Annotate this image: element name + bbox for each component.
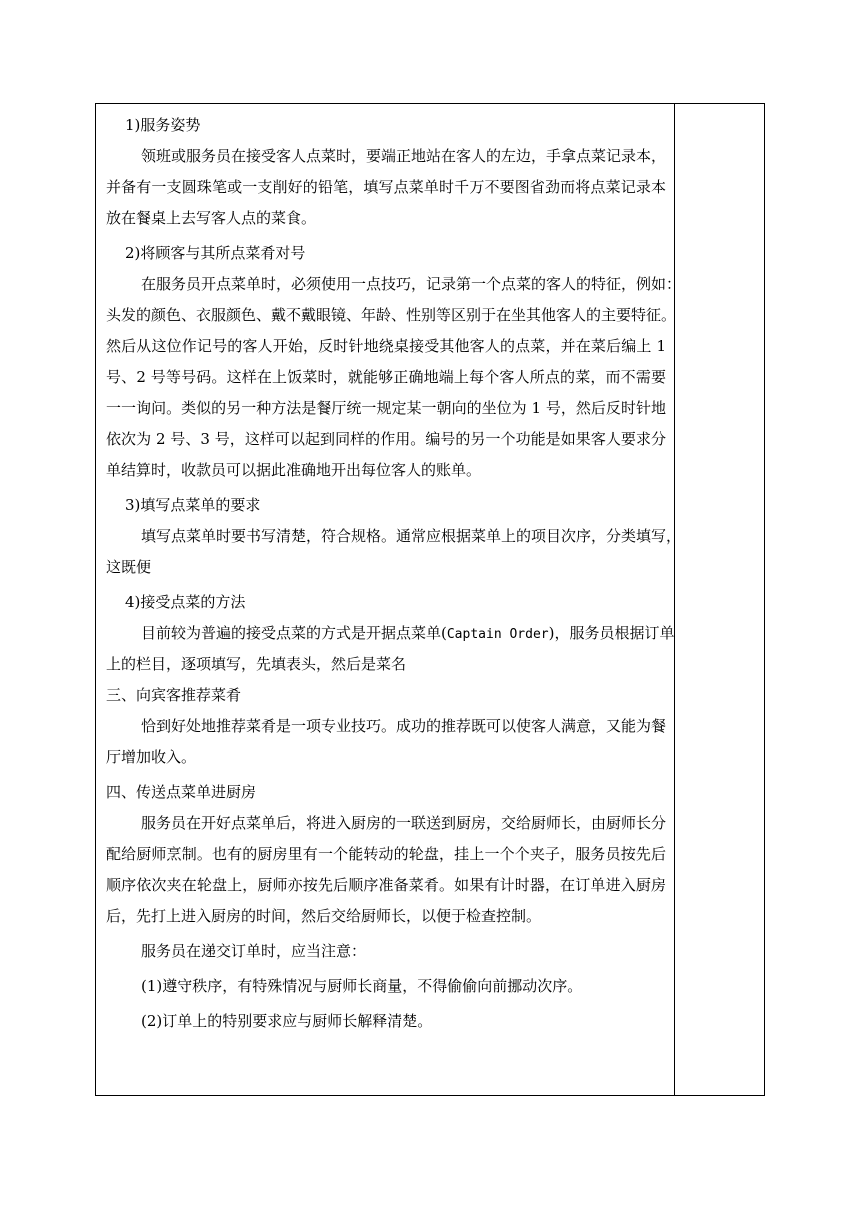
paragraph-line: 顺序依次夹在轮盘上，厨师亦按先后顺序准备菜肴。如果有计时器，在订单进入厨房: [106, 876, 666, 894]
paragraph-line: 在服务员开点菜单时，必须使用一点技巧，记录第一个点菜的客人的特征，例如：: [141, 275, 682, 293]
text-segment: 目前较为普遍的接受点菜的方式是开据点菜单(: [141, 624, 447, 642]
section-heading-recommend: 三、向宾客推荐菜肴: [106, 686, 242, 704]
column-divider: [674, 104, 675, 1095]
captain-order-term: Captain Order: [446, 627, 549, 642]
paragraph-line: 号、2 号等号码。这样在上饭菜时，就能够正确地端上每个客人所点的菜，而不需要: [106, 368, 666, 386]
paragraph-line: 头发的颜色、衣服颜色、戴不戴眼镜、年龄、性别等区别于在坐其他客人的主要特征。: [106, 306, 677, 324]
paragraph-line: 后，先打上进入厨房的时间，然后交给厨师长，以便于检查控制。: [106, 907, 542, 925]
paragraph-line: 然后从这位作记号的客人开始，反时针地绕桌接受其他客人的点菜，并在菜后编上 1: [106, 337, 666, 355]
paragraph-line: 单结算时，收款员可以据此准确地开出每位客人的账单。: [106, 461, 482, 479]
main-cell: [106, 110, 682, 1037]
list-item: (2)订单上的特别要求应与厨师长解释清楚。: [141, 1012, 433, 1030]
paragraph-line: 依次为 2 号、3 号，这样可以起到同样的作用。编号的另一个功能是如果客人要求分: [106, 430, 666, 448]
paragraph-line: 填写点菜单时要书写清楚，符合规格。通常应根据菜单上的项目次序，分类填写，: [141, 527, 682, 545]
paragraph-line: 恰到好处地推荐菜肴是一项专业技巧。成功的推荐既可以使客人满意，又能为餐: [141, 717, 667, 735]
paragraph-line-captain-order: [106, 618, 675, 649]
text-segment: )，服务员根据订单: [548, 624, 675, 642]
paragraph-line: 厅增加收入。: [106, 748, 197, 766]
paragraph-line: 领班或服务员在接受客人点菜时，要端正地站在客人的左边，手拿点菜记录本，: [141, 147, 667, 165]
heading-match-guest-dishes: 2)将顾客与其所点菜肴对号: [125, 244, 306, 262]
section-heading-kitchen: 四、传送点菜单进厨房: [106, 783, 257, 801]
heading-order-requirements: 3)填写点菜单的要求: [125, 496, 261, 514]
paragraph-line: 一一询问。类似的另一种方法是餐厅统一规定某一朝向的坐位为 1 号，然后反时针地: [106, 399, 666, 417]
paragraph-line: 并备有一支圆珠笔或一支削好的铅笔，填写点菜单时千万不要图省劲而将点菜记录本: [106, 178, 666, 196]
paragraph-line: 上的栏目，逐项填写，先填表头，然后是菜名: [106, 655, 407, 673]
content-table: [95, 103, 765, 1096]
paragraph-line: 服务员在开好点菜单后，将进入厨房的一联送到厨房，交给厨师长，由厨师长分: [141, 814, 667, 832]
paragraph-line: 服务员在递交订单时，应当注意：: [141, 942, 367, 960]
list-item: (1)遵守秩序，有特殊情况与厨师长商量，不得偷偷向前挪动次序。: [141, 977, 583, 995]
heading-service-posture: 1)服务姿势: [125, 116, 201, 134]
paragraph-line: 这既便: [106, 558, 152, 576]
paragraph-line: 配给厨师烹制。也有的厨房里有一个能转动的轮盘，挂上一个个夹子，服务员按先后: [106, 845, 666, 863]
heading-order-method: 4)接受点菜的方法: [125, 593, 246, 611]
paragraph-line: 放在餐桌上去写客人点的菜食。: [106, 209, 317, 227]
